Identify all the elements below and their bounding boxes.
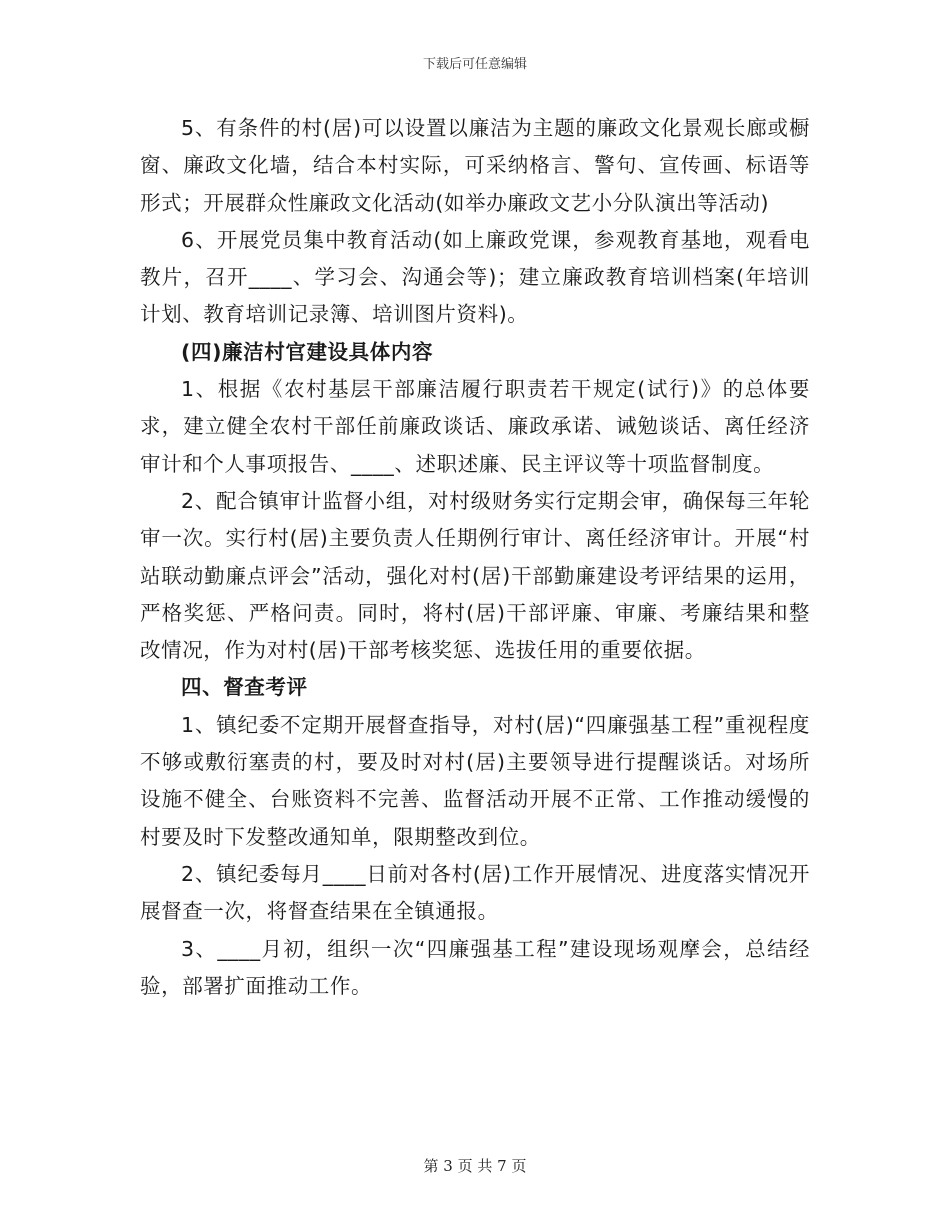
paragraph-inspection-1: 1、镇纪委不定期开展督查指导，对村(居)“四廉强基工程”重视程度不够或敷衍塞责的村，要及时对村(居)主要领导进行提醒谈话。对场所设施不健全、台账资料不完善、监督活动开展不正常、工作推动缓慢的村要及时下发整改通知单，限期整改到位。 (140, 712, 810, 849)
paragraph-4-2: 2、配合镇审计监督小组，对村级财务实行定期会审，确保每三年轮审一次。实行村(居)主要负责人任期例行审计、离任经济审计。开展“村站联动勤廉点评会”活动，强化对村(居)干部勤廉建设考评结果的运用，严格奖惩、严格问责。同时，将村(居)干部评廉、审廉、考廉结果和整改情况，作为对村(居)干部考核奖惩、选拔任用的重要依据。 (140, 488, 810, 663)
section-heading-inspection: 四、督查考评 (181, 675, 308, 700)
page-header: 下载后可任意编辑 (422, 57, 527, 72)
paragraph-6: 6、开展党员集中教育活动(如上廉政党课，参观教育基地，观看电教片，召开____、学习会、沟通会等)；建立廉政教育培训档案(年培训计划、教育培训记录簿、培训图片资料)。 (140, 227, 810, 327)
paragraph-4-1: 1、根据《农村基层干部廉洁履行职责若干规定(试行)》的总体要求，建立健全农村干部任前廉政谈话、廉政承诺、诫勉谈话、离任经济审计和个人事项报告、____、述职述廉、民主评议等十项监督制度。 (140, 377, 810, 476)
document-body (140, 110, 810, 1005)
page-number: 第 3 页 共 7 页 (423, 1157, 527, 1175)
section-heading-4: (四)廉洁村官建设具体内容 (181, 339, 434, 364)
paragraph-inspection-2: 2、镇纪委每月____日前对各村(居)工作开展情况、进度落实情况开展督查一次，将督查结果在全镇通报。 (140, 861, 810, 924)
paragraph-5: 5、有条件的村(居)可以设置以廉洁为主题的廉政文化景观长廊或橱窗、廉政文化墙，结合本村实际，可采纳格言、警句、宣传画、标语等形式；开展群众性廉政文化活动(如举办廉政文艺小分队演出等活动) (140, 116, 810, 215)
paragraph-inspection-3: 3、____月初，组织一次“四廉强基工程”建设现场观摩会，总结经验，部署扩面推动工作。 (140, 936, 810, 998)
